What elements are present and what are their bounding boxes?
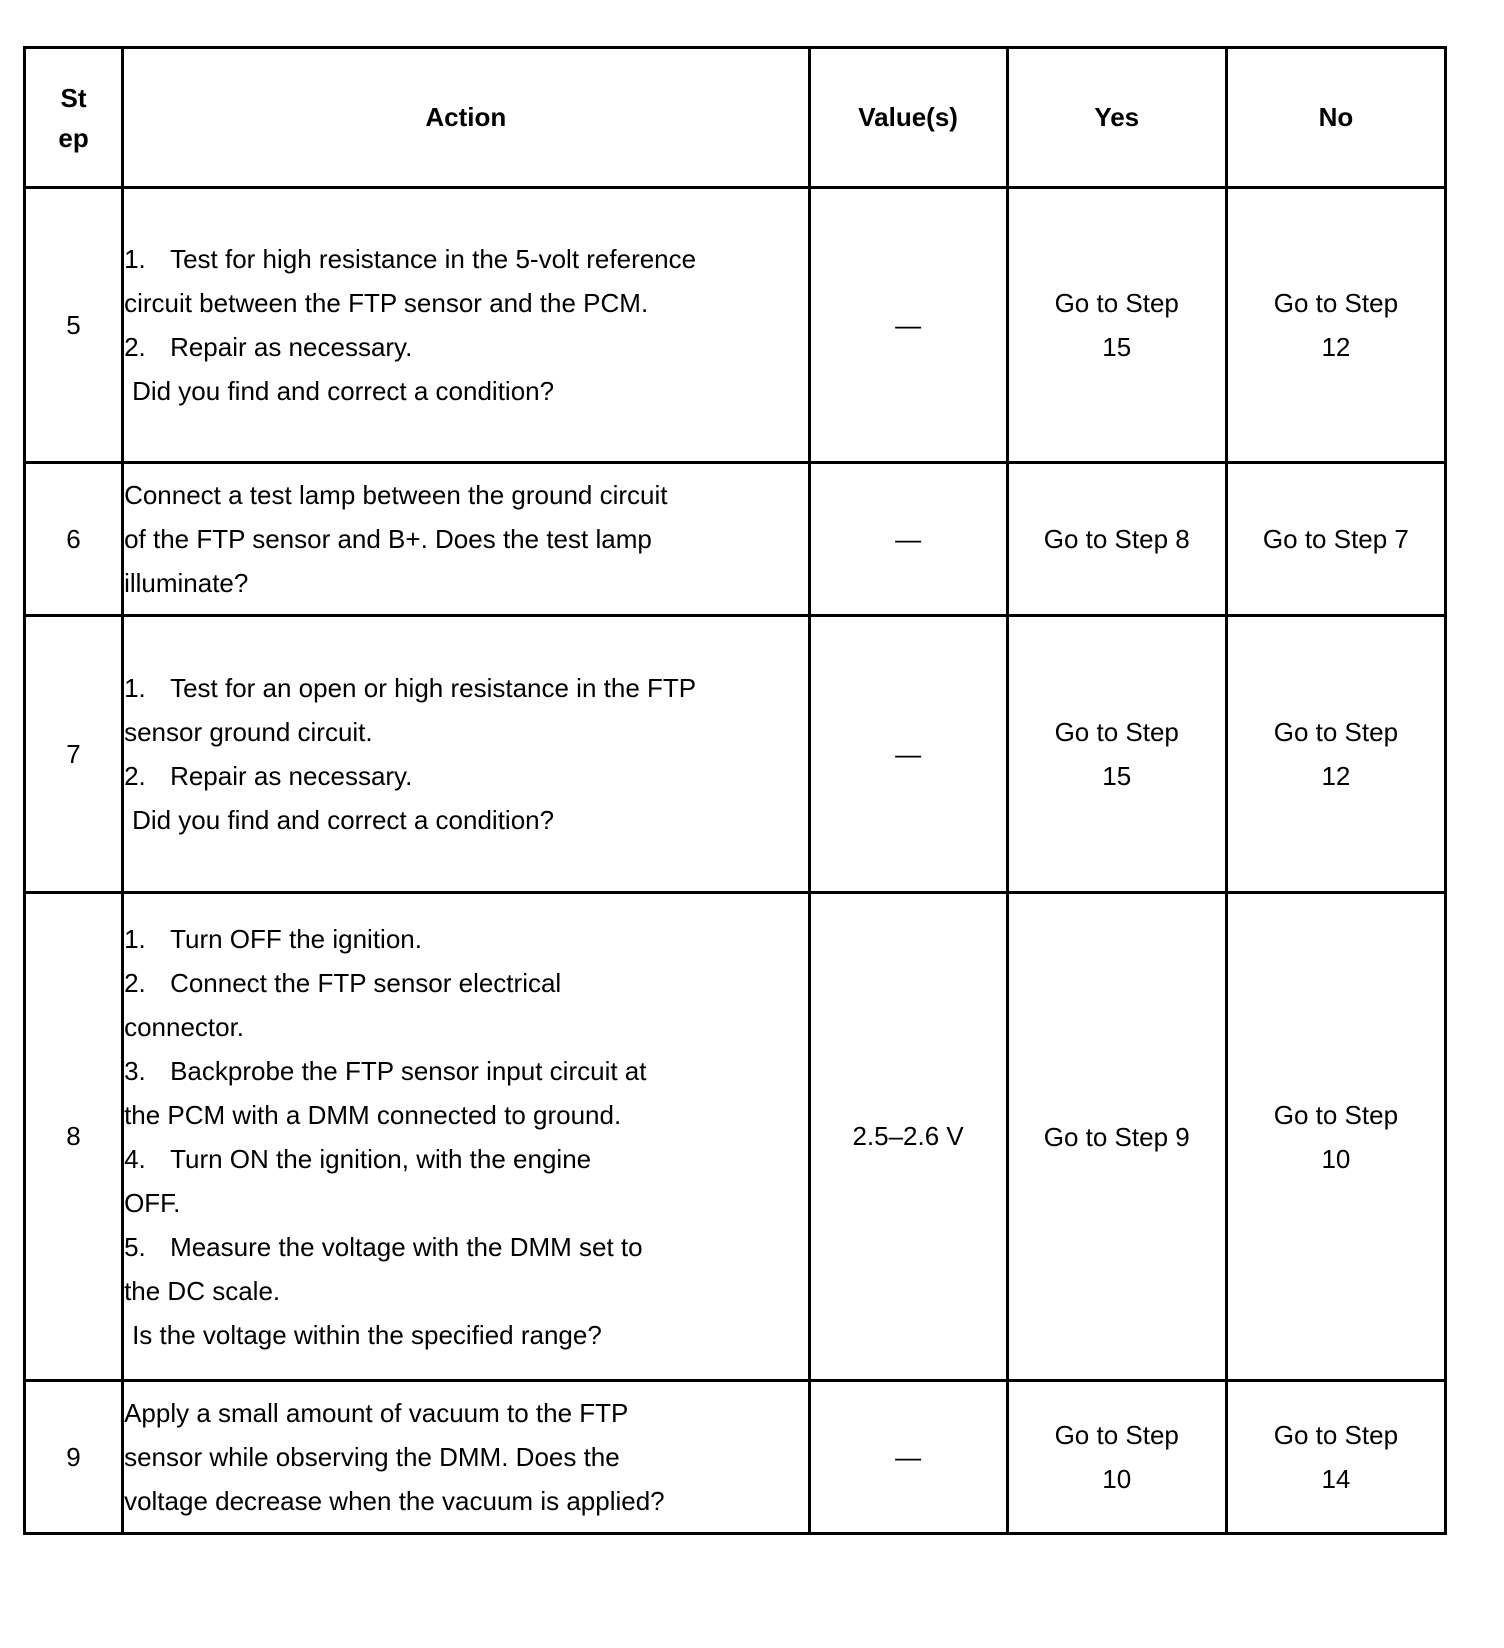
no-line2: 10 (1321, 1143, 1351, 1174)
item-number: 5. (124, 1231, 146, 1262)
item-text: Turn ON the ignition, with the engine (170, 1143, 592, 1174)
yes-line2: 15 (1102, 332, 1132, 362)
item-number: 4. (124, 1143, 146, 1174)
item-text: Backprobe the FTP sensor input circuit at (170, 1055, 647, 1086)
value-cell: 2.5–2.6 V (809, 893, 1007, 1381)
no-line1: Go to Step (1273, 717, 1399, 747)
item-text-cont: circuit between the FTP sensor and the PCM. (124, 288, 649, 318)
no-cell (1226, 188, 1445, 463)
item-number: 2. (124, 761, 146, 791)
action-question: Is the voltage within the specified range? (132, 1319, 602, 1350)
no-cell (1226, 616, 1445, 893)
yes-cell (1007, 188, 1226, 463)
action-line: sensor while observing the DMM. Does the (124, 1442, 620, 1472)
table-row (25, 1381, 1446, 1534)
no-cell (1226, 463, 1445, 616)
action-line: Connect a test lamp between the ground circuit (124, 480, 668, 510)
value-cell: — (809, 463, 1007, 616)
step-number: 8 (25, 893, 123, 1381)
yes-text: Go to Step 9 (1043, 1121, 1190, 1152)
list-item (124, 1137, 807, 1181)
yes-line1: Go to Step (1054, 288, 1179, 318)
yes-line1: Go to Step (1054, 1420, 1179, 1450)
list-item (124, 237, 807, 281)
item-text-cont: sensor ground circuit. (124, 717, 373, 747)
header-values: Value(s) (809, 48, 1007, 188)
action-items (124, 917, 807, 1313)
action-question: Did you find and correct a condition? (132, 805, 555, 835)
no-line1: Go to Step (1273, 1420, 1399, 1450)
yes-cell (1007, 463, 1226, 616)
action-line: illuminate? (124, 568, 249, 598)
list-item (124, 1225, 807, 1269)
step-number: 9 (25, 1381, 123, 1534)
no-line2: 12 (1321, 761, 1351, 791)
yes-line2: 15 (1102, 761, 1132, 791)
header-step-line2: ep (58, 122, 89, 153)
header-step (25, 48, 123, 188)
action-line: voltage decrease when the vacuum is applied? (124, 1486, 665, 1516)
step-number: 7 (25, 616, 123, 893)
no-line1: Go to Step (1273, 1099, 1399, 1130)
list-item (124, 325, 807, 369)
diagnostic-table (23, 46, 1447, 1535)
action-cell (123, 1381, 809, 1534)
action-question: Did you find and correct a condition? (132, 376, 555, 406)
item-number: 1. (124, 923, 146, 954)
list-item (124, 666, 807, 710)
no-text: Go to Step 7 (1262, 524, 1409, 554)
table-row (25, 188, 1446, 463)
action-line: of the FTP sensor and B+. Does the test lamp (124, 524, 652, 554)
header-row (25, 48, 1446, 188)
item-text: Repair as necessary. (170, 761, 413, 791)
value-cell: — (809, 616, 1007, 893)
list-item (124, 961, 807, 1005)
item-number: 2. (124, 967, 146, 998)
yes-cell (1007, 1381, 1226, 1534)
table-row (25, 616, 1446, 893)
value-cell: — (809, 1381, 1007, 1534)
yes-line2: 10 (1102, 1464, 1132, 1494)
table-row (25, 463, 1446, 616)
no-line2: 12 (1321, 332, 1351, 362)
list-item (124, 754, 807, 798)
yes-text: Go to Step 8 (1043, 524, 1190, 554)
item-text: Turn OFF the ignition. (170, 923, 422, 954)
header-yes: Yes (1007, 48, 1226, 188)
item-text: Test for high resistance in the 5-volt reference (170, 244, 697, 274)
no-line2: 14 (1321, 1464, 1351, 1494)
no-line1: Go to Step (1273, 288, 1399, 318)
yes-line1: Go to Step (1054, 717, 1179, 747)
action-cell (123, 188, 809, 463)
action-items (124, 666, 807, 798)
item-text: Test for an open or high resistance in the FTP (170, 673, 697, 703)
yes-cell (1007, 616, 1226, 893)
item-text: Measure the voltage with the DMM set to (170, 1231, 643, 1262)
list-item (124, 917, 807, 961)
item-text-cont: the DC scale. (124, 1275, 281, 1306)
item-text-cont: connector. (124, 1011, 245, 1042)
item-text: Repair as necessary. (170, 332, 413, 362)
action-cell (123, 893, 809, 1381)
action-line: Apply a small amount of vacuum to the FTP (124, 1398, 629, 1428)
action-items (124, 237, 807, 369)
item-text: Connect the FTP sensor electrical (170, 967, 562, 998)
no-cell (1226, 893, 1445, 1381)
table-row (25, 893, 1446, 1381)
header-step-line1: St (60, 82, 87, 113)
item-text-cont: the PCM with a DMM connected to ground. (124, 1099, 622, 1130)
header-action: Action (123, 48, 809, 188)
item-number: 1. (124, 244, 146, 274)
step-number: 5 (25, 188, 123, 463)
item-number: 1. (124, 673, 146, 703)
yes-cell (1007, 893, 1226, 1381)
list-item (124, 1049, 807, 1093)
header-no: No (1226, 48, 1445, 188)
action-cell (123, 463, 809, 616)
item-text-cont: OFF. (124, 1187, 181, 1218)
item-number: 2. (124, 332, 146, 362)
no-cell (1226, 1381, 1445, 1534)
step-number: 6 (25, 463, 123, 616)
action-cell (123, 616, 809, 893)
item-number: 3. (124, 1055, 146, 1086)
value-cell: — (809, 188, 1007, 463)
